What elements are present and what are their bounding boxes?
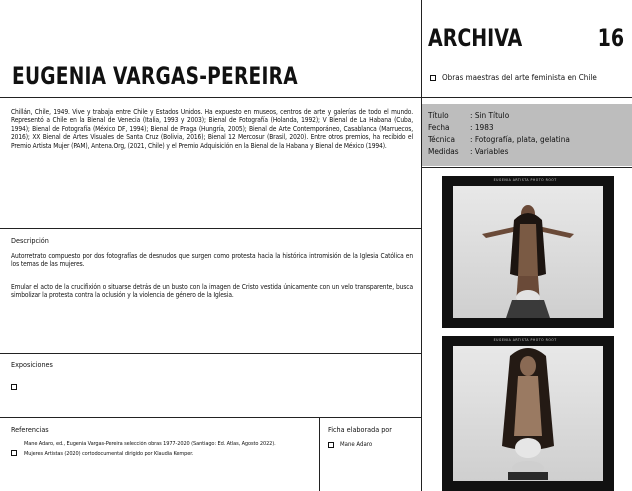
collection-line xyxy=(430,73,597,82)
bio-text: Chillán, Chile, 1949. Vive y trabaja entre Chile y Estados Unidos. Ha expuesto en museos, centros de arte y galerías de todo el mundo. Representó a Chile en la Bienal de Venecia (Italia, 1993 y 2003); Bienal de Fotografía (Holanda, 1992); V Bienal de La Habana (Cuba, 1994); Bienal de Fotografía (México DF, 1994); Bienal de Praga (Hungría, 2005); Bienal de Arte Contemporáneo, Casablanca (Marruecos, 2016); XX Bienal de Artes Visuales de Santa Cruz (Bolivia, 2016); Bienal 12 Mercosur (Brasil, 2020). Entre otros premios, ha recibido el Premio Artista Mujer (PAM), Antena.Org, (2021, Chile) y el Premio Adquisición en la Bienal de la Habana y Bienal de México (1994). xyxy=(11,108,413,150)
crucifixion-figure xyxy=(442,176,614,328)
meta-row-tecnica xyxy=(428,134,570,144)
descripcion-p1: Autorretrato compuesto por dos fotografías de desnudos que surgen como protesta hacia la histórica intromisión de la Iglesia Católica en los temas de las mujeres. xyxy=(11,252,413,269)
divider-expo xyxy=(0,417,421,418)
referencias-line1: Mane Adaro, ed., Eugenia Vargas-Pereira selección obras 1977-2020 (Santiago: Ed. Atlas, Agosto 2022). xyxy=(24,441,276,447)
meta-row-titulo xyxy=(428,110,509,120)
divider-top-left xyxy=(0,97,421,98)
veiled-figure xyxy=(442,336,614,491)
referencias-line2: Mujeres Artistas (2020) cortodocumental dirigido por Klaudia Kemper. xyxy=(24,451,194,457)
artist-name: EUGENIA VARGAS-PEREIRA xyxy=(12,62,298,90)
tecnica-value: : Fotografía, plata, gelatina xyxy=(470,134,570,144)
ficha-heading: Ficha elaborada por xyxy=(328,425,392,434)
divider-vertical xyxy=(421,0,422,491)
collection-label: Obras maestras del arte feminista en Chile xyxy=(442,73,597,82)
artwork-metadata xyxy=(422,104,632,166)
titulo-value: : Sin Título xyxy=(470,110,510,120)
ficha-author-line xyxy=(328,441,372,448)
referencias-heading: Referencias xyxy=(11,425,49,434)
fecha-label: Fecha xyxy=(428,122,450,132)
medidas-label: Medidas xyxy=(428,146,459,156)
checkbox-icon xyxy=(11,450,17,456)
checkbox-icon xyxy=(328,442,334,448)
artwork-photo-veil xyxy=(442,336,614,491)
brand-title: ARCHIVA xyxy=(428,24,523,52)
descripcion-heading: Descripción xyxy=(11,236,49,245)
divider-right-header xyxy=(421,97,632,98)
meta-row-fecha xyxy=(428,122,494,132)
titulo-label: Título xyxy=(428,110,449,120)
divider-ref xyxy=(319,417,320,491)
photo-edge-label: EUGENIA ARTISTA PHOTO ROOT xyxy=(493,338,557,342)
referencias-checkbox xyxy=(11,442,23,461)
tecnica-label: Técnica xyxy=(428,134,455,144)
ficha-author: Mane Adaro xyxy=(340,441,373,448)
exposiciones-heading: Exposiciones xyxy=(11,360,53,369)
checkbox-icon xyxy=(11,384,17,390)
issue-number: 16 xyxy=(597,24,624,52)
divider-meta xyxy=(421,167,632,168)
medidas-value: : Variables xyxy=(470,146,509,156)
photo-edge-label: EUGENIA ARTISTA PHOTO ROOT xyxy=(493,178,557,182)
exposiciones-checkbox xyxy=(11,376,23,395)
divider-desc xyxy=(0,353,421,354)
descripcion-p2: Emular el acto de la crucifixión o situarse detrás de un busto con la imagen de Cristo vestida únicamente con un velo transparente, busca simbolizar la protesta contra la oclusión y la violencia de género de la Iglesia. xyxy=(11,283,413,300)
fecha-value: : 1983 xyxy=(470,122,494,132)
checkbox-icon xyxy=(430,75,436,81)
divider-bio xyxy=(0,228,421,229)
artwork-photo-crucifixion xyxy=(442,176,614,328)
meta-row-medidas xyxy=(428,146,508,156)
